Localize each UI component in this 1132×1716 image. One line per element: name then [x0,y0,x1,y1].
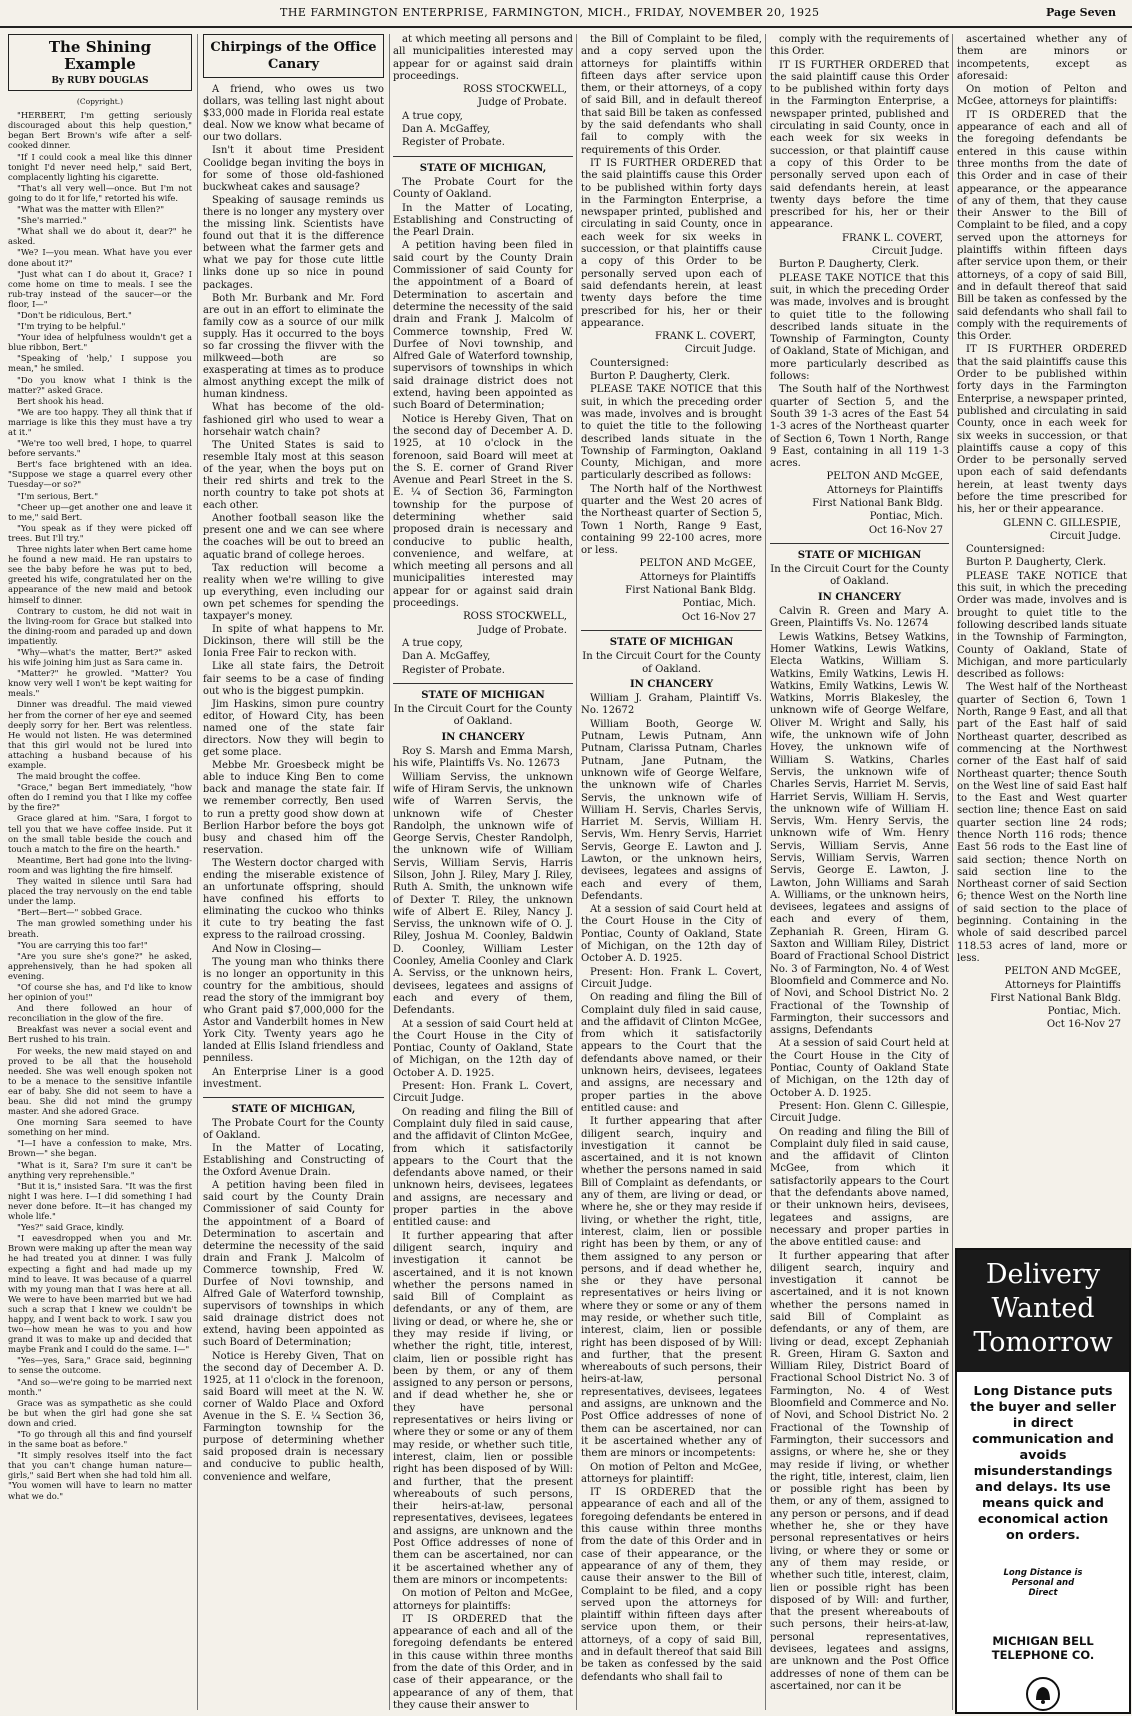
attorney-name: PELTON AND McGEE, [1004,966,1121,978]
bell-telephone-ad [955,1248,1131,1714]
paragraph: Notice is Hereby Given, That on the second day of December A. D. 1925, at 11 o'clock in the forenoon, said Board will meet at the N. W. corner of Waldo Place and Oxford Avenue in the S. E. ¼ Section 36, Farmington township for the purpose of determining whether said proposed drain is necessary and conducive to public health, convenience and welfare, [203,1350,384,1483]
paragraph: On reading and filing the Bill of Complaint duly filed in said cause, and the affidavit of Clinton McGee, from which it satisfactorily appears to the Court that the defendants above named, or their unknown heirs, devisees, legatees and assigns, are necessary and proper parties in the above entitled cause: and [393,1106,573,1229]
notice-heading: STATE OF MICHIGAN, [419,162,547,174]
paragraph: Isn't it about time President Coolidge began inviting the boys in for some of those old-fashioned buckwheat cakes and sausage? [203,145,384,193]
ad-company-line: MICHIGAN BELL [992,1634,1094,1648]
chancery-notice-body [581,693,762,1684]
paragraph: ascertained whether any of them are minors or incompetents, except as aforesaid: [957,34,1127,82]
judge-title: Judge of Probate. [477,97,567,109]
register-title: Register of Probate. [402,137,505,149]
land-description [770,273,949,471]
story-heading-box [8,34,192,91]
legal-column-6 [957,34,1127,1239]
paragraph: IT IS ORDERED that the appearance of each and all of the foregoing defendants be entered in this cause within three months from the date of this Order and in case of their appearance, or the appearance of any of them, that they cause their Answer to the Bill of Complaint to be filed, and a copy served upon the attorneys for plaintiffs within fifteen days after service upon them, or their attorneys, of a copy of said Bill, and in default thereof that said Bill be taken as confessed by the said defendants who shall fail to comply with the requirements of this Order. [957,109,1127,343]
attorney-city: Pontiac, Mich. [1047,1006,1121,1018]
canary-column [203,34,384,1710]
paragraph: "What was the matter with Ellen?" [17,204,165,215]
paragraph: "Why—what's the matter, Bert?" asked his wife joining him just as Sara came in. [8,646,192,668]
paragraph: "Are you sure she's gone?" he asked, apprehensively, than he had spoken all evening. [8,950,192,981]
paragraph: It further appearing that after diligent search, inquiry and investigation it cannot be ascertained, and it is not known whether the persons named in said Bill of Complaint as defendants, or any of them, are living or dead, or where he, she or they may reside if living, or whether the right, title, interest, claim, lien or possible right has been by them, or any of them assigned to any person or persons, and if dead whether he, she or they have personal representatives or heirs living or where they or some or any of them may reside, or whether such title, interest, claim, lien or possible right has been disposed of by Will: and further, that the present whereabouts of such persons, their heirs-at-law, personal representatives, devisees, legatees and assigns, are unknown and the Post Office addresses of none of them can be ascertained, nor can it be ascertained whether any of them are minors or incompetents: [393,1230,573,1586]
ad-headline [957,1250,1129,1372]
paragraph: "Just what can I do about it, Grace? I come home on time to meals. I see the rub-tray instead of the saucer—or the floor, I—" [8,268,192,309]
paragraph: "Cheer up—get another one and leave it to me," said Bert. [8,501,192,522]
paragraph: Bert shook his head. [17,395,105,406]
paragraph: "And so—we're going to be married next month." [8,1376,192,1397]
paragraph: The North half of the Northwest quarter and the West 20 acres of the Northeast quarter of Section 5, Town 1 North, Range 9 East, containing 99 22-100 acres, more or less. [581,483,762,557]
notice-heading: STATE OF MICHIGAN [797,549,922,561]
paragraph: It further appearing that after diligent search, inquiry and investigation it cannot be ascertained, and it is not known whether the persons named in said Bill of Complaint as defendants, or any of them, are living or dead, or where he, she or they may reside if living, or whether the right, title, interest, claim, lien or possible right has been by them, or any of them assigned to any person or persons, and if dead whether he, she or they have personal representatives or heirs living or where they or some or any of them may reside, or whether such title, interest, claim, lien or possible right has been disposed of by Will: and further, that the present whereabouts of such persons, their heirs-at-law, personal representatives, devisees, legatees and assigns, are unknown and the Post Office addresses of none of them can be ascertained, nor can it be ascertained whether any of them are minors or incompetents: [581,1116,762,1460]
paragraph: A petition having been filed in said court by the County Drain Commissioner of said County for the appointment of a Board of Determination to ascertain and determine the necessity of the said drain and Frank J. Malcolm of Commerce township, Fred W. Durfee of Novi township, and Alfred Gale of Waterford township, supervisors of townships in which said drainage district does not extend, having been appointed as such Board of Determination; [203,1180,384,1349]
attorney-address: First National Bank Bldg. [990,992,1121,1004]
divider [203,1097,384,1098]
ad-tagline-line: Personal and [1011,1578,1075,1588]
paragraph: Like all state fairs, the Detroit fair seems to be a case of finding out who is the biggest pumpkin. [203,661,384,697]
judge-signature: FRANK L. COVERT, [842,232,943,244]
paragraph: Grace was as sympathetic as she could be but when the girl had gone she sat down and cried. [8,1397,192,1428]
attorney-role: Attorneys for Plaintiffs [1005,979,1121,991]
register-name: Dan A. McGaffey, [402,124,491,136]
paragraph: Tax reduction will become a reality when we're willing to give up everything, even including our own pet schemes for spending the taxpayer's money. [203,562,384,623]
paragraph: "Grace," began Bert immediately, "how often do I remind you that I like my coffee by the fire?" [8,782,192,813]
court-name: In the Circuit Court for the County of Oakland. [393,704,573,728]
paragraph: "HERBERT, I'm getting seriously discouraged about this help question," began Bert Brown's wife after a self-cooked dinner. [8,110,192,151]
paragraph: Jim Haskins, simon pure country editor, of Howard City, has been named one of the state fair directors. Now they will begin to get some place. [203,698,384,759]
judge-signature: FRANK L. COVERT, [655,331,756,343]
paragraph: PLEASE TAKE NOTICE that this suit, in which the preceding order was made, involves and is brought to quiet the title to the following described lands situate in the Township of Farmington, Oakland County, Michigan, and more particularly described as follows: [581,384,762,482]
column-rule [952,34,953,1710]
judge-title: Judge of Probate. [477,624,567,636]
paragraph: In the Matter of Locating, Establishing and Constructing of the Pearl Drain. [393,202,573,239]
chancery-heading: IN CHANCERY [441,731,525,743]
story-headline: The Shining Example [48,38,152,73]
ad-tagline [957,1568,1129,1598]
canary-headline: Chirpings of the Office Canary [210,40,377,72]
paragraph: "Yes?" said Grace, kindly. [17,1222,125,1233]
story-byline: By RUBY DOUGLAS [51,76,149,86]
paragraph: IT IS FURTHER ORDERED that the said plaintiffs cause this Order to be published within forty days in the Farmington Enterprise, a newspaper printed, published and circulating in said County, once in each week for six weeks in succession, or that plaintiffs cause a copy of this Order to be personally served upon each of said defendants herein, at least twenty days before the time prescribed for his, her or their appearance. [957,344,1127,516]
attorney-address: First National Bank Bldg. [812,497,943,509]
pearl-drain-notice [393,177,573,610]
paragraph: At a session of said Court held at the Court House in the City of Pontiac, County of Oakland, State of Michigan, on the 12th day of October A. D. 1925. [581,904,762,965]
paragraph: Calvin R. Green and Mary A. Green, Plaintiffs Vs. No. 12674 [770,606,949,630]
paragraph: Present: Hon. Frank L. Covert, Circuit Judge. [393,1081,573,1105]
attorney-role: Attorneys for Plaintiffs [640,571,756,583]
paragraph: Bert's face brightened with an idea. "Suppose we stage a quarrel every other Tuesday—or so?" [8,459,192,490]
paragraph: PLEASE TAKE NOTICE that this suit, in which the preceding Order was made, involves and is brought to quiet title to the following described lands situate in the Township of Farmington, County of Oakland, State of Michigan, and more particularly described as follows: [770,272,949,383]
attorney-name: PELTON AND McGEE, [639,558,756,570]
paragraph: "To go through all this and find yourself in the same boat as before." [8,1429,192,1450]
paragraph: Both Mr. Burbank and Mr. Ford are out in an effort to eliminate the family cow as a source of our milk supply. Has it occurred to the boys so far crossing the flivver with the milkweed—both are so exasperating at times as to produce almost anything except the milk of human kindness. [203,292,384,401]
clerk-name: Burton P. Daugherty, Clerk. [966,557,1107,569]
paragraph: "You are carrying this too far!" [17,939,148,950]
order-continued [957,34,1127,517]
paragraph: "Matter?" he growled. "Matter? You know very well I won't be kept waiting for meals." [8,668,192,699]
run-dates: Oct 16-Nov 27 [1046,1019,1121,1031]
ad-headline-line: Delivery [985,1259,1101,1290]
paragraph: What has become of the old-fashioned girl who used to wear a horsehair watch chain? [203,402,384,438]
paragraph: The United States is said to resemble Italy most at this season of the year, when the boys put on their red shirts and trek to the north country to take pot shots at each other. [203,439,384,512]
paragraph: "But it is," insisted Sara. "It was the first night I was here. I—I did something I had never done before. It—it has changed my whole life." [8,1180,192,1222]
paragraph: The young man who thinks there is no longer an opportunity in this country for the ambitious, should read the story of the immigrant boy who Grant paid $7,000,000 for the Astor and Vanderbilt homes in New York City. Twenty years ago he landed at Ellis Island friendless and penniless. [203,956,384,1065]
attorney-name: PELTON AND McGEE, [826,471,943,483]
paragraph: "You speak as if they were picked off trees. But I'll try." [8,522,192,543]
paragraph: Notice is Hereby Given, That on the second day of December A. D. 1925, at 10 o'clock in the forenoon, said Board will meet at the S. E. corner of Grand River Avenue and Pearl Street in the S. E. ¼ of Section 36, Farmington township for the purpose of determining whether said proposed drain is necessary and conducive to public health, convenience, and welfare, at which meeting all persons and all municipalities interested may appear for or against said drain proceedings. [393,413,573,610]
paragraph: Meantime, Bert had gone into the living-room and was lighting the fire himself. [8,854,192,875]
story-body [8,110,192,1500]
divider [393,683,573,684]
register-title: Register of Probate. [402,664,505,676]
ad-headline-line: Tomorrow [973,1327,1113,1358]
paragraph: "It simply resolves itself into the fact that you can't change human nature—girls," said Bert when she had told him all. "You women will have to learn no matter what we do." [8,1450,192,1501]
paragraph: Grace glared at him. "Sara, I forgot to tell you that we have coffee inside. Put it on the small table beside the couch and touch a match to the fire on the hearth." [8,813,192,854]
paragraph: "I—I have a confession to make, Mrs. Brown—" she began. [8,1138,192,1159]
paragraph: On motion of Pelton and McGee, attorneys for plaintiff: [581,1461,762,1485]
judge-signature: ROSS STOCKWELL, [463,611,567,623]
ad-body: Long Distance puts the buyer and seller in direct communication and avoids misunderstandings and delays. Its use means quick and economical action on orders. [970,1384,1116,1543]
paragraph: comply with the requirements of this Order. [770,34,949,58]
paragraph: "Yes—yes, Sara," Grace said, beginning to sense the outcome. [8,1355,192,1376]
column-rule [765,34,766,1710]
paragraph: And there followed an hour of reconciliation in the glow of the fire. [8,1003,192,1024]
chancery-heading: IN CHANCERY [629,678,714,690]
paragraph: Dinner was dreadful. The maid viewed her from the corner of her eye and seemed deeply sorry for her. Bert was relentless. He would not listen. He was determined that this girl would not be lured into attaching a husband because of his example. [8,699,192,770]
paragraph: On reading and filing the Bill of Complaint duly filed in said cause, and the affidavit of Clinton McGee, from which it satisfactorily appears to the Court that the defendants above named, or their unknown heirs, devisees, legatees and assigns, are necessary and proper parties in the above entitled cause: and [770,1126,949,1249]
paragraph: The West half of the Northeast quarter of Section 6, Town 1 North, Range 9 East, and all that part of the East half of said Northeast quarter, described as commencing at the Northwest corner of the East half of said Northeast quarter; thence South on the West line of said East half to the East and West quarter section line; thence East on said quarter section line 24 rods; thence North 116 rods; thence East 56 rods to the East line of said section; thence North on said section line to the Northeast corner of said Section 6; thence West on the North line of said section to the place of beginning. Containing in the whole of said described parcel 118.53 acres of land, more or less. [957,682,1127,964]
ad-headline-line: Wanted [991,1293,1095,1324]
paragraph: The man growled something under his breath. [8,918,192,939]
paragraph: "I'm serious, Bert." [17,490,99,501]
attorney-city: Pontiac, Mich. [682,598,756,610]
run-dates: Oct 16-Nov 27 [681,611,756,623]
paragraph: "What is it, Sara? I'm sure it can't be anything very reprehensible." [8,1159,192,1180]
judge-title: Circuit Judge. [684,344,756,356]
paragraph: "I'm trying to be helpful." [17,321,126,332]
paragraph: "Your idea of helpfulness wouldn't get a blue ribbon, Bert." [8,332,192,353]
paragraph: William J. Graham, Plaintiff Vs. No. 12672 [581,693,762,717]
register-name: Dan A. McGaffey, [402,651,491,663]
paragraph: Speaking of sausage reminds us there is no longer any mystery over the missing link. Scientists have found out that it is the difference between what the farmer gets and what we pay for those cute little links done up so nice in pound packages. [203,194,384,291]
paragraph: Present: Hon. Frank L. Covert, Circuit Judge. [581,966,762,990]
paragraph: William Serviss, the unknown wife of Hiram Servis, the unknown wife of Warren Servis, the unknown wife of Chester Randolph, the unknown wife of George Servis, Chester Randolph, the unknown wife of William Servis, William Servis, Harris Silson, John J. Riley, Mary J. Riley, Ruth A. Smith, the unknown wife of Dexter T. Riley, the unknown wife of Albert E. Riley, Nancy J. Serviss, the unknown wife of O. J. Riley, Joshua M. Coonley, Baldwin D. Coonley, William Lester Coonley, Amelia Coonley and Clark A. Serviss, or the unknown heirs, devisees, legatees and assigns of each and every of them, Defendants. [393,771,573,1017]
paragraph: The maid brought the coffee. [17,771,141,782]
column-rule [576,34,577,1710]
chancery-heading: IN CHANCERY [817,591,902,603]
paragraph: "I eavesdropped when you and Mr. Brown were making up after the mean way he had treated you at dinner. I was fully expecting a fight and had made up my mind to leave. It was because of a quarrel with my young man that I was here at all. We were to have been married but we had such a scrap that I knew we couldn't be happy, and I went back to work. I saw you two—how mean he was to you and how grand it was to make up and decided that maybe Frank and I could do the same. I—" [8,1233,192,1355]
order-continued [581,34,762,330]
paragraph: An Enterprise Liner is a good investment. [203,1066,384,1090]
court-name: In the Circuit Court for the County of Oakland. [582,651,761,675]
countersigned: Countersigned: [966,544,1045,556]
paragraph: Breakfast was never a social event and Bert rushed to his train. [8,1024,192,1045]
divider [770,543,949,544]
paragraph: The Western doctor charged with ending the miserable existence of an unfortunate offspring, should have confined his efforts to eliminating the cuckoo who thinks it cute to try beating the fast express to the railroad crossing. [203,857,384,942]
ad-tagline-line: Direct [1028,1588,1058,1598]
paragraph: "We're too well bred, I hope, to quarrel before servants." [8,438,192,459]
divider [581,630,762,631]
ad-tagline-line: Long Distance is [1003,1568,1083,1578]
paragraph: Another football season like the present one and we can see where the coaches will be out to breed an aquatic brand of college heroes. [203,513,384,561]
judge-title: Circuit Judge. [871,246,943,258]
paragraph: Three nights later when Bert came home he found a new maid. He ran upstairs to see the baby before he was put to bed, greeted his wife, congratulated her on the appearance of the new maid and betook himself to dinner. [8,544,192,605]
paragraph: "What shall we do about it, dear?" he asked. [8,226,192,247]
bell-icon [1025,1676,1061,1712]
paragraph: A petition having been filed in said court by the County Drain Commissioner of said County for the appointment of a Board of Determination to ascertain and determine the necessity of the said drain and Frank J. Malcolm of Commerce township, Fred W. Durfee of Novi township, and Alfred Gale of Waterford township, supervisors of townships in which said drainage district does not extend, having been appointed as such Board of Determination; [393,240,573,412]
paragraph: "Speaking of 'help,' I suppose you mean," he smiled. [8,353,192,374]
divider [393,156,573,157]
paragraph: A friend, who owes us two dollars, was telling last night about $33,000 made in Florida real estate deal. Now we know what became of our two dollars. [203,84,384,144]
notice-heading: STATE OF MICHIGAN [421,689,545,701]
countersigned: Countersigned: [590,357,669,369]
paragraph: In spite of what happens to Mr. Dickinson, there will still be the Ionia Free Fair to reckon with. [203,624,384,660]
paragraph: "Do you know what I think is the matter?" asked Grace. [8,374,192,395]
attorney-city: Pontiac, Mich. [869,511,943,523]
run-dates: Oct 16-Nov 27 [868,524,943,536]
page-number: Page Seven [1046,6,1116,19]
ad-company-line: TELEPHONE CO. [991,1648,1095,1662]
notice-continued [393,34,573,83]
paragraph: Present: Hon. Glenn C. Gillespie, Circuit Judge. [770,1100,949,1125]
paragraph: "If I could cook a meal like this dinner tonight I'd never need help," said Bert, complacently lighting his cigarette. [8,151,192,182]
paragraph: And Now in Closing— [212,943,322,955]
paragraph: At a session of said Court held at the Court House in the City of Pontiac, County of Oakland State of Michigan, on the 12th day of October A. D. 1925. [770,1038,949,1099]
notice-heading: STATE OF MICHIGAN, [231,1103,356,1115]
paragraph: Contrary to custom, he did not wait in the living-room for Grace but stalked into the dining-room and paraded up and down impatiently. [8,605,192,646]
paragraph: IT IS FURTHER ORDERED that the said plaintiff cause this Order to be published within forty days in the Farmington Enterprise, a newspaper printed, published and circulating in said County, once in each week for six weeks in succession, or that plaintiff cause a copy of this Order to be personally served upon each of said defendants herein, at least twenty days before the time prescribed for his, her or their appearance. [770,59,949,231]
paragraph: Roy S. Marsh and Emma Marsh, his wife, Plaintiffs Vs. No. 12673 [393,746,573,770]
paragraph: "That's all very well—once. But I'm not going to do it for life," retorted his wife. [8,182,192,203]
true-copy: A true copy, [402,637,463,649]
paragraph: at which meeting all persons and all municipalities interested may appear for or against said drain proceedings. [393,34,573,82]
land-description [957,571,1127,966]
paragraph: They waited in silence until Sara had placed the tray nervously on the end table under the lamp. [8,876,192,907]
attorney-role: Attorneys for Plaintiffs [827,484,943,496]
legal-column-3 [393,34,573,1710]
paragraph: Mebbe Mr. Groesbeck might be able to induce King Ben to come back and manage the state fair. If we remember correctly, Ben used to run a pretty good show down at Berlion Harbor before the boys got busy and chased him off the reservation. [203,760,384,856]
paragraph: "She's married." [17,215,87,226]
attorney-address: First National Bank Bldg. [625,585,756,597]
notice-heading: STATE OF MICHIGAN [609,636,734,648]
column-rule [389,34,390,1710]
paragraph: At a session of said Court held at the Court House in the City of Pontiac, County of Oakland, State of Michigan, on the 12th day of October A. D. 1925. [393,1018,573,1079]
story-column [8,34,192,1710]
column-rule [197,34,198,1710]
paragraph: IT IS FURTHER ORDERED that the said plaintiffs cause this Order to be published within forty days in the Farmington Enterprise, a newspaper printed, published and circulating in said County, once in each week for six weeks in succession, or that plaintiffs cause a copy of this Order to be personally served upon each of said defendants herein, at least twenty days before the time prescribed for his, her or their appearance. [581,157,762,329]
judge-signature: ROSS STOCKWELL, [463,84,567,96]
paragraph: IT IS ORDERED that the appearance of each and all of the foregoing defendants be entered in this cause within three months from the date of this Order, and in case of their appearance, or the appearance of any of them, that they cause their answer to [393,1613,573,1710]
paragraph: In the Matter of Locating, Establishing and Constructing of the Oxford Avenue Drain. [203,1142,384,1179]
canary-heading-box [203,34,384,78]
order-continued [770,34,949,232]
clerk-name: Burton P. Daugherty, Clerk. [779,259,920,271]
paragraph: On motion of Pelton and McGee, attorneys for plaintiffs: [957,84,1127,108]
land-description [581,384,762,557]
paragraph: PLEASE TAKE NOTICE that this suit, in which the preceding Order was made, involves and is brought to quiet title to the following described lands situate in the Township of Farmington, County of Oakland, State of Michigan, and more particularly described as follows: [957,570,1127,681]
paragraph: Lewis Watkins, Betsey Watkins, Homer Watkins, Lewis Watkins, Electa Watkins, William S. Watkins, Emily Watkins, Lewis H. Watkins, Emily Watkins, Lewis W. Watkins, Morris Blakesley, the unknown wife of George Welfare, Oliver M. Wright and Sally, his wife, the unknown wife of John Hovey, the unknown wife of William S. Watkins, Charles Servis, the unknown wife of Charles Servis, Harriet M. Servis, Harriet Servis, William H. Servis, the unknown wife of William H. Servis, Wm. Henry Servis, the unknown wife of Wm. Henry Servis, William Servis, Anne Servis, William Servis, Warren Servis, George E. Lawton, J. Lawton, John Williams and Sarah A. Williams, or the unknown heirs, devisees, legatees and assigns of each and every of them, Zephaniah R. Green, Hiram G. Saxton and William Riley, District Board of Fractional School District No. 3 of Farmington, No. 4 of West Bloomfield and Commerce and No. of Novi, and School District No. 2 Fractional of the Township of Farmington, their successors and assigns, Defendants [770,631,949,1037]
paragraph: It further appearing that after diligent search, inquiry and investigation it cannot be ascertained, and it is not known whether the persons named in said Bill of Complaint as defendants, or any of them, are living or dead, except Zephaniah R. Green, Hiram G. Saxton and William Riley, District Board of Fractional School District No. 3 of Farmington, No. 4 of West Bloomfield and Commerce and No. of Novi, and School District No. 2 Fractional of the Township of Farmington, their successors and assigns, or where he, she or they may reside if living, or whether the right, title, interest, claim, lien or possible right has been by them, or any of them, assigned to any person or persons, and if dead whether he, she or they have personal representatives or heirs living, or where they or some or any of them may reside, or whether such title, interest, claim, lien or possible right has been disposed of by Will: and further, that the present whereabouts of such persons, their heirs-at-law, personal representatives, devisees, legatees and assigns, are unknown and the Post Office addresses of none of them can be ascertained, nor can it be [770,1250,949,1692]
legal-column-5 [770,34,949,1710]
paragraph: "Of course she has, and I'd like to know her opinion of you!" [8,981,192,1003]
paragraph: For weeks, the new maid stayed on and proved to be all that the household needed. She was well enough spoken not to be a menace to the sensitive infantile ear of baby. She did not seem to have a beau. She did not mind the grumpy master. And she adored Grace. [8,1045,192,1117]
paragraph: On reading and filing the Bill of Complaint duly filed in said cause, and the affidavit of Clinton McGee, from which it satisfactorily appears to the Court that the defendants above named, or their unknown heirs, devisees, legatees and assigns, are necessary and proper parties in the above entitled cause: and [581,992,762,1114]
paragraph: On motion of Pelton and McGee, attorneys for plaintiffs: [393,1588,573,1612]
copyright-note: (Copyright.) [76,97,124,107]
legal-column-4 [581,34,762,1710]
true-copy: A true copy, [402,110,463,122]
paragraph: The Probate Court for the County of Oakland. [203,1117,384,1141]
ad-company [957,1634,1129,1662]
paragraph: the Bill of Complaint to be filed, and a copy served upon the attorneys for plaintiffs within fifteen days after service upon them, or their attorneys, of a copy of said Bill, and in default thereof that said Bill be taken as confessed by the said defendants who shall fail to comply with the requirements of this Order. [581,34,762,156]
judge-signature: GLENN C. GILLESPIE, [1003,517,1121,529]
chancery-notice-body [770,606,949,1693]
paragraph: The South half of the Northwest quarter of Section 5, and the South 39 1-3 acres of the East 54 1-3 acres of the Northeast quarter of Section 6, Town 1 North, Range 9 East, containing in all 119 1-3 acres. [770,384,949,470]
masthead [0,0,1132,28]
paragraph: One morning Sara seemed to have something on her mind. [8,1117,192,1138]
court-name: In the Circuit Court for the County of Oakland. [770,564,949,588]
paragraph: William Booth, George W. Putnam, Lewis Putnam, Ann Putnam, Clarissa Putnam, Charles Putnam, Jane Putnam, the unknown wife of George Welfare, the unknown wife of Charles Servis, the unknown wife of William H. Servis, Charles Servis, Harriet M. Servis, William H. Servis, Wm. Henry Servis, Harriet Servis, George E. Lawton and J. Lawton, or the unknown heirs, devisees, legatees and assigns of each and every of them, Defendants. [581,718,762,902]
judge-title: Circuit Judge. [1049,530,1121,542]
canary-body [203,84,384,1091]
paragraph: "We are too happy. They all think that if marriage is like this they must have a try at it." [8,406,192,437]
chancery-notice-body [393,746,573,1710]
paragraph: "Bert—Bert—" sobbed Grace. [17,907,143,918]
paragraph: "Don't be ridiculous, Bert." [17,309,132,320]
clerk-name: Burton P. Daugherty, Clerk. [590,371,731,383]
paragraph: The Probate Court for the County of Oakland. [393,176,573,201]
drain-notice-body [203,1118,384,1484]
masthead-title: THE FARMINGTON ENTERPRISE, FARMINGTON, MICH., FRIDAY, NOVEMBER 20, 1925 [280,6,820,19]
paragraph: IT IS ORDERED that the appearance of each and all of the foregoing defendants be entered in this cause within three months from the date of this Order and in case of their appearance, or the appearance of any of them, they cause their answer to the Bill of Complaint to be filed, and a copy served upon the attorneys for plaintiff within fifteen days after service upon them, or their attorneys, of a copy of said Bill, and in default thereof that said Bill be taken as confessed by the said defendants who shall fail to [581,1487,762,1683]
paragraph: "We? I—you mean. What have you ever done about it?" [8,247,192,268]
